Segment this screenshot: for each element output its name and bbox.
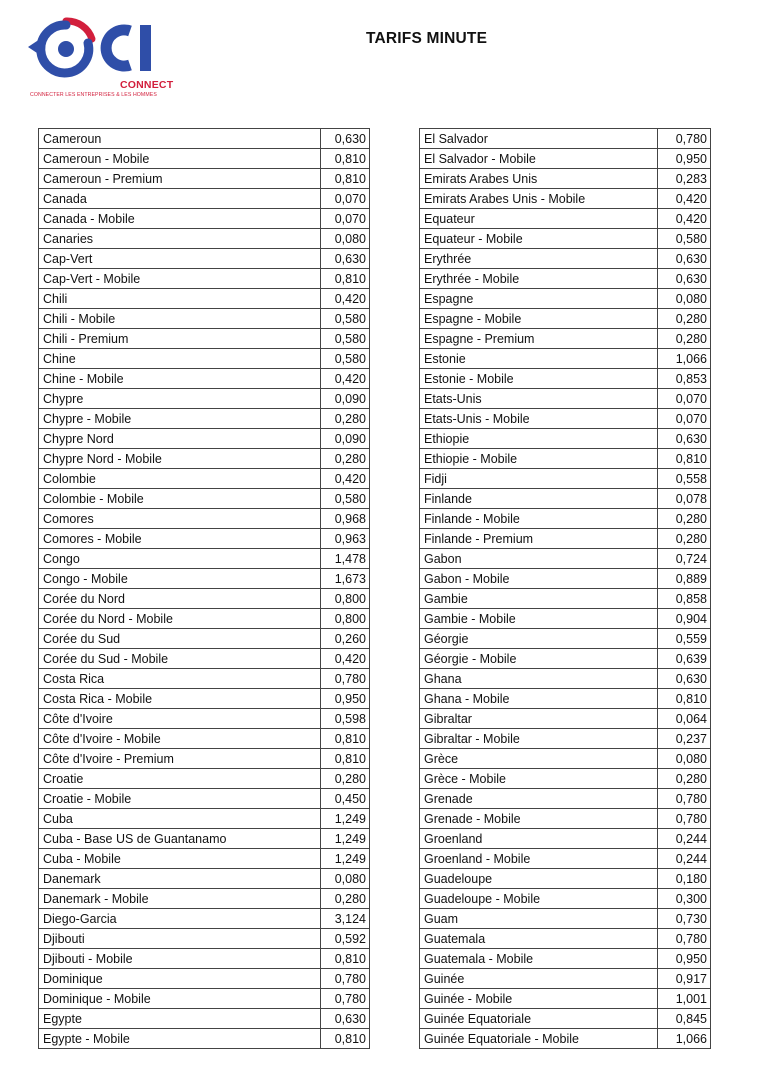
price-cell: 0,558: [658, 469, 711, 489]
price-cell: 0,780: [658, 929, 711, 949]
price-cell: 0,917: [658, 969, 711, 989]
table-row: [39, 429, 370, 449]
price-cell: 0,780: [321, 989, 370, 1009]
price-cell: 0,260: [321, 629, 370, 649]
table-row: [39, 249, 370, 269]
table-row: [420, 489, 711, 509]
country-cell: Ethiopie: [420, 429, 658, 449]
country-cell: Ghana - Mobile: [420, 689, 658, 709]
country-cell: Espagne - Premium: [420, 329, 658, 349]
country-cell: Congo: [39, 549, 321, 569]
price-cell: 0,963: [321, 529, 370, 549]
price-cell: 0,630: [321, 249, 370, 269]
table-row: [39, 669, 370, 689]
country-cell: Côte d'Ivoire - Premium: [39, 749, 321, 769]
country-cell: Fidji: [420, 469, 658, 489]
country-cell: Corée du Sud - Mobile: [39, 649, 321, 669]
price-cell: 0,950: [321, 689, 370, 709]
price-cell: 0,070: [321, 189, 370, 209]
price-cell: 1,249: [321, 809, 370, 829]
table-row: [39, 529, 370, 549]
table-row: [420, 269, 711, 289]
table-row: [420, 369, 711, 389]
table-row: [420, 429, 711, 449]
price-cell: 0,810: [321, 749, 370, 769]
price-cell: 0,420: [321, 649, 370, 669]
page-title: TARIFS MINUTE: [366, 30, 488, 47]
price-cell: 3,124: [321, 909, 370, 929]
oci-logo-mark-icon: [26, 17, 176, 81]
country-cell: Cuba: [39, 809, 321, 829]
table-row: [420, 209, 711, 229]
table-row: [39, 989, 370, 1009]
country-cell: Chypre Nord - Mobile: [39, 449, 321, 469]
table-row: [420, 949, 711, 969]
country-cell: Groenland: [420, 829, 658, 849]
table-row: [420, 669, 711, 689]
country-cell: Groenland - Mobile: [420, 849, 658, 869]
country-cell: Côte d'Ivoire - Mobile: [39, 729, 321, 749]
table-row: [420, 549, 711, 569]
country-cell: Guinée Equatoriale - Mobile: [420, 1029, 658, 1049]
table-row: [420, 469, 711, 489]
country-cell: Comores: [39, 509, 321, 529]
country-cell: Gabon - Mobile: [420, 569, 658, 589]
table-row: [39, 329, 370, 349]
price-cell: 0,580: [321, 349, 370, 369]
price-cell: 0,280: [321, 409, 370, 429]
country-cell: Guadeloupe - Mobile: [420, 889, 658, 909]
price-cell: 0,300: [658, 889, 711, 909]
table-row: [39, 409, 370, 429]
price-cell: 0,810: [321, 1029, 370, 1049]
price-cell: 1,066: [658, 1029, 711, 1049]
price-cell: 0,280: [658, 529, 711, 549]
price-cell: 0,090: [321, 389, 370, 409]
country-cell: Erythrée: [420, 249, 658, 269]
table-row: [420, 189, 711, 209]
country-cell: Géorgie: [420, 629, 658, 649]
price-cell: 0,237: [658, 729, 711, 749]
price-cell: 0,070: [658, 409, 711, 429]
country-cell: Danemark: [39, 869, 321, 889]
country-cell: Espagne - Mobile: [420, 309, 658, 329]
price-cell: 0,853: [658, 369, 711, 389]
table-row: [39, 849, 370, 869]
logo-brand-text: CONNECT: [120, 79, 174, 91]
price-cell: 0,858: [658, 589, 711, 609]
price-cell: 0,950: [658, 149, 711, 169]
table-row: [420, 1009, 711, 1029]
table-row: [39, 649, 370, 669]
country-cell: Chili - Mobile: [39, 309, 321, 329]
price-cell: 0,630: [658, 429, 711, 449]
country-cell: Equateur: [420, 209, 658, 229]
table-row: [420, 149, 711, 169]
table-row: [39, 549, 370, 569]
country-cell: El Salvador - Mobile: [420, 149, 658, 169]
country-cell: Colombie: [39, 469, 321, 489]
price-cell: 0,810: [321, 149, 370, 169]
price-cell: 0,800: [321, 589, 370, 609]
table-row: [39, 209, 370, 229]
table-row: [39, 129, 370, 149]
price-cell: 0,080: [321, 869, 370, 889]
table-row: [420, 529, 711, 549]
table-row: [420, 329, 711, 349]
price-cell: 0,450: [321, 789, 370, 809]
price-cell: 0,280: [658, 309, 711, 329]
table-row: [39, 1029, 370, 1049]
price-cell: 0,780: [658, 789, 711, 809]
table-row: [39, 769, 370, 789]
table-row: [420, 249, 711, 269]
table-row: [39, 949, 370, 969]
price-cell: 0,580: [321, 329, 370, 349]
table-row: [420, 689, 711, 709]
country-cell: Guam: [420, 909, 658, 929]
table-row: [420, 609, 711, 629]
price-cell: 0,420: [658, 209, 711, 229]
table-row: [39, 469, 370, 489]
country-cell: Costa Rica: [39, 669, 321, 689]
country-cell: Danemark - Mobile: [39, 889, 321, 909]
country-cell: Croatie - Mobile: [39, 789, 321, 809]
price-cell: 0,420: [658, 189, 711, 209]
country-cell: Corée du Sud: [39, 629, 321, 649]
table-row: [39, 269, 370, 289]
country-cell: Grèce - Mobile: [420, 769, 658, 789]
country-cell: Colombie - Mobile: [39, 489, 321, 509]
country-cell: Cameroun - Premium: [39, 169, 321, 189]
table-row: [39, 869, 370, 889]
country-cell: Chypre - Mobile: [39, 409, 321, 429]
price-cell: 0,810: [321, 949, 370, 969]
country-cell: Egypte - Mobile: [39, 1029, 321, 1049]
price-cell: 0,630: [658, 669, 711, 689]
country-cell: Emirats Arabes Unis - Mobile: [420, 189, 658, 209]
country-cell: Ethiopie - Mobile: [420, 449, 658, 469]
country-cell: Cuba - Mobile: [39, 849, 321, 869]
country-cell: Chili: [39, 289, 321, 309]
country-cell: Emirats Arabes Unis: [420, 169, 658, 189]
country-cell: Espagne: [420, 289, 658, 309]
price-cell: 1,066: [658, 349, 711, 369]
country-cell: Gibraltar: [420, 709, 658, 729]
price-cell: 0,580: [658, 229, 711, 249]
table-row: [39, 729, 370, 749]
country-cell: Grèce: [420, 749, 658, 769]
country-cell: Finlande - Premium: [420, 529, 658, 549]
table-row: [39, 509, 370, 529]
country-cell: Erythrée - Mobile: [420, 269, 658, 289]
price-cell: 0,889: [658, 569, 711, 589]
price-cell: 0,280: [658, 509, 711, 529]
price-cell: 0,070: [658, 389, 711, 409]
table-row: [39, 229, 370, 249]
table-row: [39, 589, 370, 609]
table-row: [420, 309, 711, 329]
price-cell: 0,280: [321, 449, 370, 469]
table-row: [420, 969, 711, 989]
country-cell: Croatie: [39, 769, 321, 789]
country-cell: Canada - Mobile: [39, 209, 321, 229]
price-cell: 0,064: [658, 709, 711, 729]
price-cell: 0,630: [321, 1009, 370, 1029]
country-cell: Finlande - Mobile: [420, 509, 658, 529]
price-cell: 0,080: [658, 749, 711, 769]
table-row: [420, 889, 711, 909]
country-cell: Gibraltar - Mobile: [420, 729, 658, 749]
table-row: [420, 649, 711, 669]
price-cell: 0,080: [658, 289, 711, 309]
price-cell: 0,968: [321, 509, 370, 529]
country-cell: Congo - Mobile: [39, 569, 321, 589]
table-row: [39, 369, 370, 389]
rates-table-right: [419, 128, 711, 1049]
country-cell: Guadeloupe: [420, 869, 658, 889]
price-cell: 0,810: [321, 169, 370, 189]
rates-table-left: [38, 128, 370, 1049]
table-row: [420, 629, 711, 649]
table-row: [420, 129, 711, 149]
price-cell: 0,800: [321, 609, 370, 629]
country-cell: El Salvador: [420, 129, 658, 149]
table-row: [420, 809, 711, 829]
country-cell: Gambie - Mobile: [420, 609, 658, 629]
price-cell: 0,780: [658, 129, 711, 149]
country-cell: Chypre: [39, 389, 321, 409]
country-cell: Cameroun: [39, 129, 321, 149]
price-cell: 0,904: [658, 609, 711, 629]
table-row: [39, 909, 370, 929]
country-cell: Cuba - Base US de Guantanamo: [39, 829, 321, 849]
table-row: [39, 689, 370, 709]
table-row: [420, 929, 711, 949]
table-row: [39, 609, 370, 629]
table-row: [39, 829, 370, 849]
price-cell: 1,673: [321, 569, 370, 589]
country-cell: Gambie: [420, 589, 658, 609]
table-row: [39, 569, 370, 589]
table-row: [39, 489, 370, 509]
table-row: [39, 309, 370, 329]
table-row: [420, 909, 711, 929]
table-row: [420, 989, 711, 1009]
country-cell: Djibouti - Mobile: [39, 949, 321, 969]
country-cell: Cap-Vert: [39, 249, 321, 269]
table-row: [420, 289, 711, 309]
table-row: [39, 449, 370, 469]
country-cell: Côte d'Ivoire: [39, 709, 321, 729]
price-cell: 0,280: [658, 329, 711, 349]
table-row: [420, 409, 711, 429]
country-cell: Guinée - Mobile: [420, 989, 658, 1009]
price-cell: 1,249: [321, 849, 370, 869]
table-row: [39, 749, 370, 769]
price-cell: 0,580: [321, 489, 370, 509]
company-logo: [26, 17, 176, 101]
country-cell: Etats-Unis - Mobile: [420, 409, 658, 429]
price-cell: 0,630: [658, 269, 711, 289]
price-cell: 0,070: [321, 209, 370, 229]
price-cell: 0,078: [658, 489, 711, 509]
price-cell: 0,780: [321, 969, 370, 989]
table-row: [420, 349, 711, 369]
table-row: [39, 1009, 370, 1029]
country-cell: Cap-Vert - Mobile: [39, 269, 321, 289]
table-row: [420, 829, 711, 849]
table-row: [420, 749, 711, 769]
table-row: [420, 589, 711, 609]
table-row: [420, 869, 711, 889]
country-cell: Diego-Garcia: [39, 909, 321, 929]
table-row: [39, 809, 370, 829]
country-cell: Estonie: [420, 349, 658, 369]
table-row: [420, 1029, 711, 1049]
price-cell: 1,249: [321, 829, 370, 849]
price-cell: 1,001: [658, 989, 711, 1009]
table-row: [420, 509, 711, 529]
country-cell: Comores - Mobile: [39, 529, 321, 549]
country-cell: Canada: [39, 189, 321, 209]
price-cell: 0,639: [658, 649, 711, 669]
country-cell: Chine: [39, 349, 321, 369]
table-row: [420, 709, 711, 729]
country-cell: Grenade - Mobile: [420, 809, 658, 829]
table-row: [420, 169, 711, 189]
table-row: [39, 349, 370, 369]
price-cell: 0,244: [658, 829, 711, 849]
price-cell: 0,280: [321, 769, 370, 789]
table-row: [420, 569, 711, 589]
country-cell: Guatemala: [420, 929, 658, 949]
price-cell: 0,730: [658, 909, 711, 929]
table-row: [39, 629, 370, 649]
table-row: [39, 189, 370, 209]
price-cell: 0,810: [321, 269, 370, 289]
country-cell: Guinée: [420, 969, 658, 989]
table-row: [420, 229, 711, 249]
table-row: [420, 389, 711, 409]
price-cell: 0,080: [321, 229, 370, 249]
table-row: [39, 169, 370, 189]
country-cell: Corée du Nord: [39, 589, 321, 609]
table-row: [39, 969, 370, 989]
price-cell: 0,810: [321, 729, 370, 749]
table-row: [39, 289, 370, 309]
price-cell: 0,780: [658, 809, 711, 829]
logo-tagline: CONNECTER LES ENTREPRISES & LES HOMMES: [30, 92, 157, 98]
price-cell: 0,845: [658, 1009, 711, 1029]
price-cell: 0,630: [321, 129, 370, 149]
country-cell: Chypre Nord: [39, 429, 321, 449]
price-cell: 0,090: [321, 429, 370, 449]
country-cell: Costa Rica - Mobile: [39, 689, 321, 709]
price-cell: 0,559: [658, 629, 711, 649]
country-cell: Djibouti: [39, 929, 321, 949]
table-row: [39, 389, 370, 409]
table-row: [420, 729, 711, 749]
table-row: [420, 849, 711, 869]
price-cell: 0,280: [321, 889, 370, 909]
price-cell: 0,598: [321, 709, 370, 729]
table-row: [39, 929, 370, 949]
country-cell: Equateur - Mobile: [420, 229, 658, 249]
price-cell: 0,592: [321, 929, 370, 949]
table-row: [420, 449, 711, 469]
price-cell: 0,810: [658, 449, 711, 469]
price-cell: 0,244: [658, 849, 711, 869]
price-cell: 0,420: [321, 289, 370, 309]
country-cell: Guatemala - Mobile: [420, 949, 658, 969]
price-cell: 0,580: [321, 309, 370, 329]
table-row: [420, 789, 711, 809]
table-row: [39, 149, 370, 169]
table-row: [39, 889, 370, 909]
country-cell: Gabon: [420, 549, 658, 569]
price-cell: 0,810: [658, 689, 711, 709]
price-cell: 1,478: [321, 549, 370, 569]
country-cell: Dominique: [39, 969, 321, 989]
country-cell: Ghana: [420, 669, 658, 689]
country-cell: Corée du Nord - Mobile: [39, 609, 321, 629]
country-cell: Canaries: [39, 229, 321, 249]
country-cell: Cameroun - Mobile: [39, 149, 321, 169]
price-cell: 0,630: [658, 249, 711, 269]
price-cell: 0,280: [658, 769, 711, 789]
country-cell: Grenade: [420, 789, 658, 809]
price-cell: 0,420: [321, 469, 370, 489]
table-row: [420, 769, 711, 789]
price-cell: 0,950: [658, 949, 711, 969]
price-cell: 0,724: [658, 549, 711, 569]
country-cell: Géorgie - Mobile: [420, 649, 658, 669]
country-cell: Guinée Equatoriale: [420, 1009, 658, 1029]
country-cell: Dominique - Mobile: [39, 989, 321, 1009]
price-cell: 0,780: [321, 669, 370, 689]
country-cell: Chili - Premium: [39, 329, 321, 349]
table-row: [39, 709, 370, 729]
price-cell: 0,283: [658, 169, 711, 189]
price-cell: 0,180: [658, 869, 711, 889]
table-row: [39, 789, 370, 809]
country-cell: Estonie - Mobile: [420, 369, 658, 389]
country-cell: Chine - Mobile: [39, 369, 321, 389]
country-cell: Etats-Unis: [420, 389, 658, 409]
country-cell: Finlande: [420, 489, 658, 509]
country-cell: Egypte: [39, 1009, 321, 1029]
price-cell: 0,420: [321, 369, 370, 389]
